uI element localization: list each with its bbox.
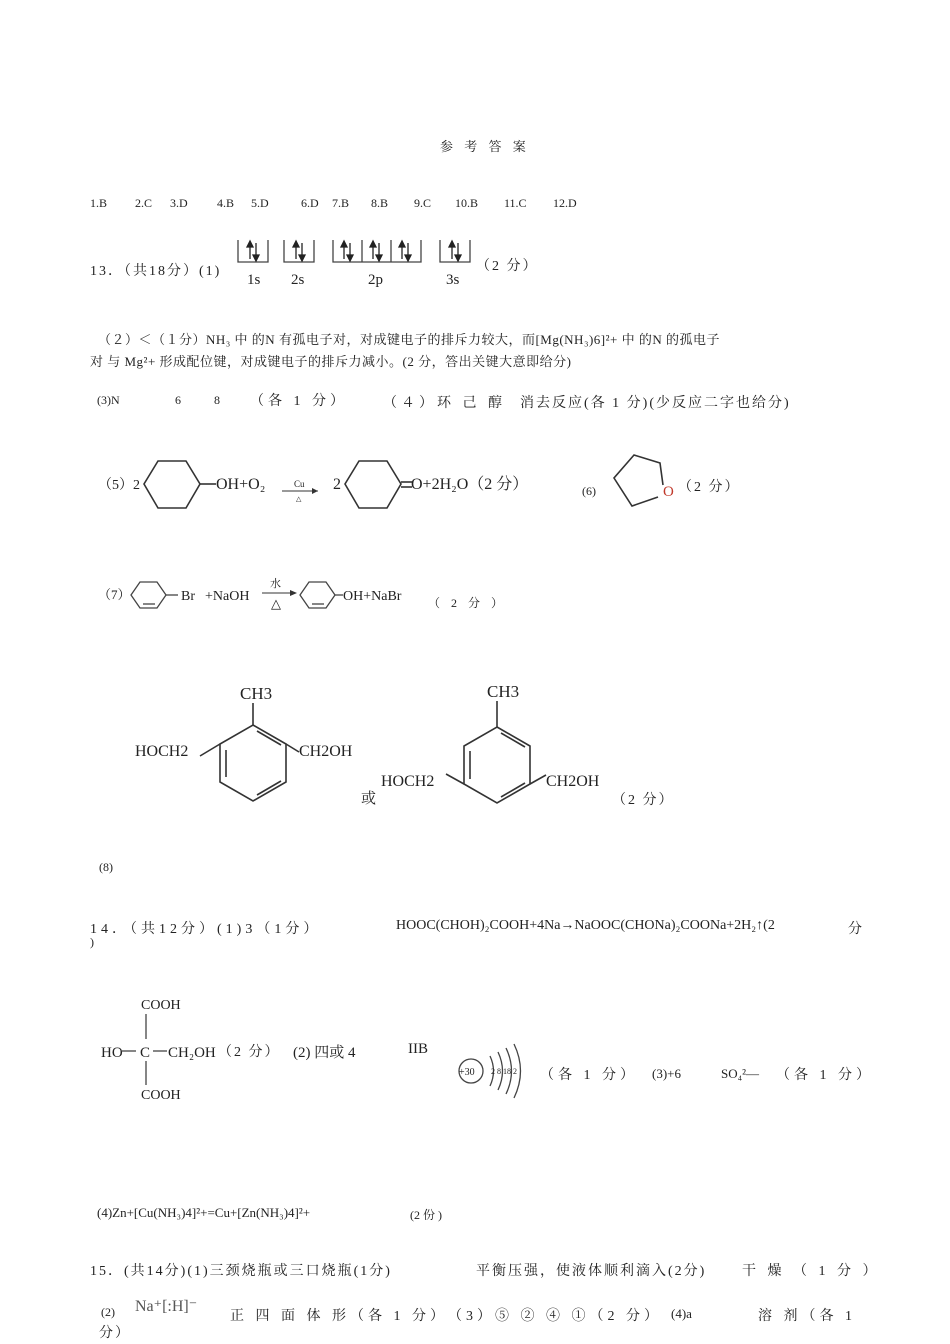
mc-answer: 2.C — [135, 196, 153, 210]
q13-part5-oh: OH+O₂ — [216, 476, 266, 493]
q14-equation-close: ) — [90, 935, 94, 949]
hydroxymethyl-group: HOCH2 — [381, 773, 435, 790]
score: （各 1 分） — [776, 1068, 874, 1083]
score: （2 分） — [678, 480, 741, 495]
score: （2 分） — [612, 793, 675, 808]
hydroxymethyl-group: CH₂OH — [168, 1045, 216, 1061]
orbital-label: 1s — [247, 272, 261, 288]
q13-part4-reaction: 消去反应(各 1 分)(少反应二字也给分) — [520, 396, 791, 411]
q14-equation-tail: 分 — [848, 922, 862, 937]
mc-answer: 4.B — [217, 196, 235, 210]
carboxyl-group: COOH — [141, 998, 181, 1013]
page-title: 参 考 答 案 — [440, 139, 530, 154]
score: （2 分） — [476, 259, 539, 274]
q13-part8-label: (8) — [99, 860, 113, 874]
q14-part2-group: IIB — [408, 1041, 428, 1057]
q13-part6-label: (6) — [582, 484, 596, 498]
mc-answer: 10.B — [455, 196, 479, 210]
q15-heading: 15．(共14分)(1)三颈烧瓶或三口烧瓶(1分) — [90, 1264, 392, 1279]
electron-shells: 2 8 18 2 — [491, 1067, 517, 1076]
q13-part2-line2: 对 与 Mg²+ 形成配位键，对成键电子的排斥力减小。(2 分，答出关键大意即给分) — [90, 354, 572, 369]
mc-answer: 7.B — [332, 196, 350, 210]
q14-part3-ion: SO₄²— — [721, 1066, 760, 1081]
q13-part7-rhs: OH+NaBr — [343, 589, 402, 604]
score: （ 2 分 ） — [428, 596, 508, 610]
mc-answer: 3.D — [170, 196, 188, 210]
heat-symbol: △ — [271, 596, 281, 611]
q13-part7-label: （7） — [98, 587, 131, 602]
methyl-group: CH3 — [487, 682, 520, 701]
q13-part4-answer: （４）环 己 醇 — [383, 396, 506, 411]
q14-heading: 14．（共12分）(1)3（1分） — [90, 922, 322, 937]
hydroxyl-group: HO — [101, 1045, 123, 1061]
heat-symbol: △ — [296, 495, 302, 503]
mc-answer: 12.D — [553, 196, 577, 210]
q15-part4-answer: (4)a — [671, 1306, 692, 1321]
mc-answer: 1.B — [90, 196, 108, 210]
hydroxymethyl-group: HOCH2 — [135, 743, 189, 760]
q15-tail: 分） — [99, 1326, 131, 1341]
mc-answer: 8.B — [371, 196, 389, 210]
hydroxymethyl-group: CH2OH — [299, 743, 353, 760]
q15-part3-answer: （3）⑤ ② ④ ①（2 分） — [448, 1309, 662, 1324]
carboxyl-group: COOH — [141, 1088, 181, 1103]
score: （各 1 分） — [540, 1068, 638, 1083]
orbital-label: 2p — [368, 272, 383, 288]
q14-part3-answer: (3)+6 — [652, 1066, 681, 1081]
q15-part4-role: 溶 剂（各 1 — [758, 1309, 856, 1324]
or-separator: 或 — [361, 791, 377, 807]
score: (2 份 ) — [410, 1208, 442, 1222]
hydroxymethyl-group: CH2OH — [546, 773, 600, 790]
catalyst-label: Cu — [294, 479, 305, 489]
q13-part3-label: (3)N — [97, 393, 120, 407]
score: （各 1 分） — [250, 394, 348, 409]
atomic-structure-diagram — [459, 1044, 521, 1098]
orbital-label: 3s — [446, 272, 460, 288]
q14-part4-equation: (4)Zn+[Cu(NH₃)4]²+=Cu+[Zn(NH₃)4]²+ — [97, 1205, 311, 1220]
sodium-hydride-formula: Na⁺[:H]⁻ — [135, 1298, 198, 1315]
bromine: Br — [181, 589, 195, 604]
mc-answer: 5.D — [251, 196, 269, 210]
q13-part5-rhs: O+2H₂O（2 分） — [411, 476, 529, 493]
methyl-group: CH3 — [240, 684, 273, 703]
oxygen-atom: O — [663, 484, 674, 500]
q13-part3-value: 6 — [175, 393, 181, 407]
q14-equation: HOOC(CHOH)₂COOH+4Na→NaOOC(CHONa)₂COONa+2H₂↑(2 — [396, 918, 775, 933]
q15-part2-label: (2) — [101, 1305, 115, 1319]
q15-part1-answer: 干 燥 （ 1 分 ） — [742, 1264, 881, 1279]
nucleus-charge: +30 — [459, 1067, 475, 1078]
score: （2 分） — [218, 1045, 281, 1060]
q13-part5-label: （5）2 — [98, 478, 140, 493]
q13-heading: 13．（共18分）(1) — [90, 264, 222, 279]
mc-answer: 6.D — [301, 196, 319, 210]
solvent-label: 水 — [270, 578, 281, 590]
q14-part2-answer: (2) 四或 4 — [293, 1045, 356, 1061]
orbital-label: 2s — [291, 272, 305, 288]
mc-answer: 9.C — [414, 196, 432, 210]
coefficient: 2 — [333, 476, 341, 493]
q13-part3-value: 8 — [214, 393, 220, 407]
reagent: +NaOH — [205, 589, 250, 604]
mc-answer: 11.C — [504, 196, 527, 210]
q15-part2-shape: 正 四 面 体 形（各 1 分） — [230, 1309, 448, 1324]
q15-part1-answer: 平衡压强，使液体顺利滴入(2分) — [476, 1264, 707, 1279]
q13-part2-line1: （２）＜（１分）NH₃ 中 的N 有孤电子对，对成键电子的排斥力较大，而[Mg(NH₃)6]²+ 中 的N 的孤电子 — [98, 332, 720, 347]
carbon-atom: C — [140, 1045, 151, 1061]
